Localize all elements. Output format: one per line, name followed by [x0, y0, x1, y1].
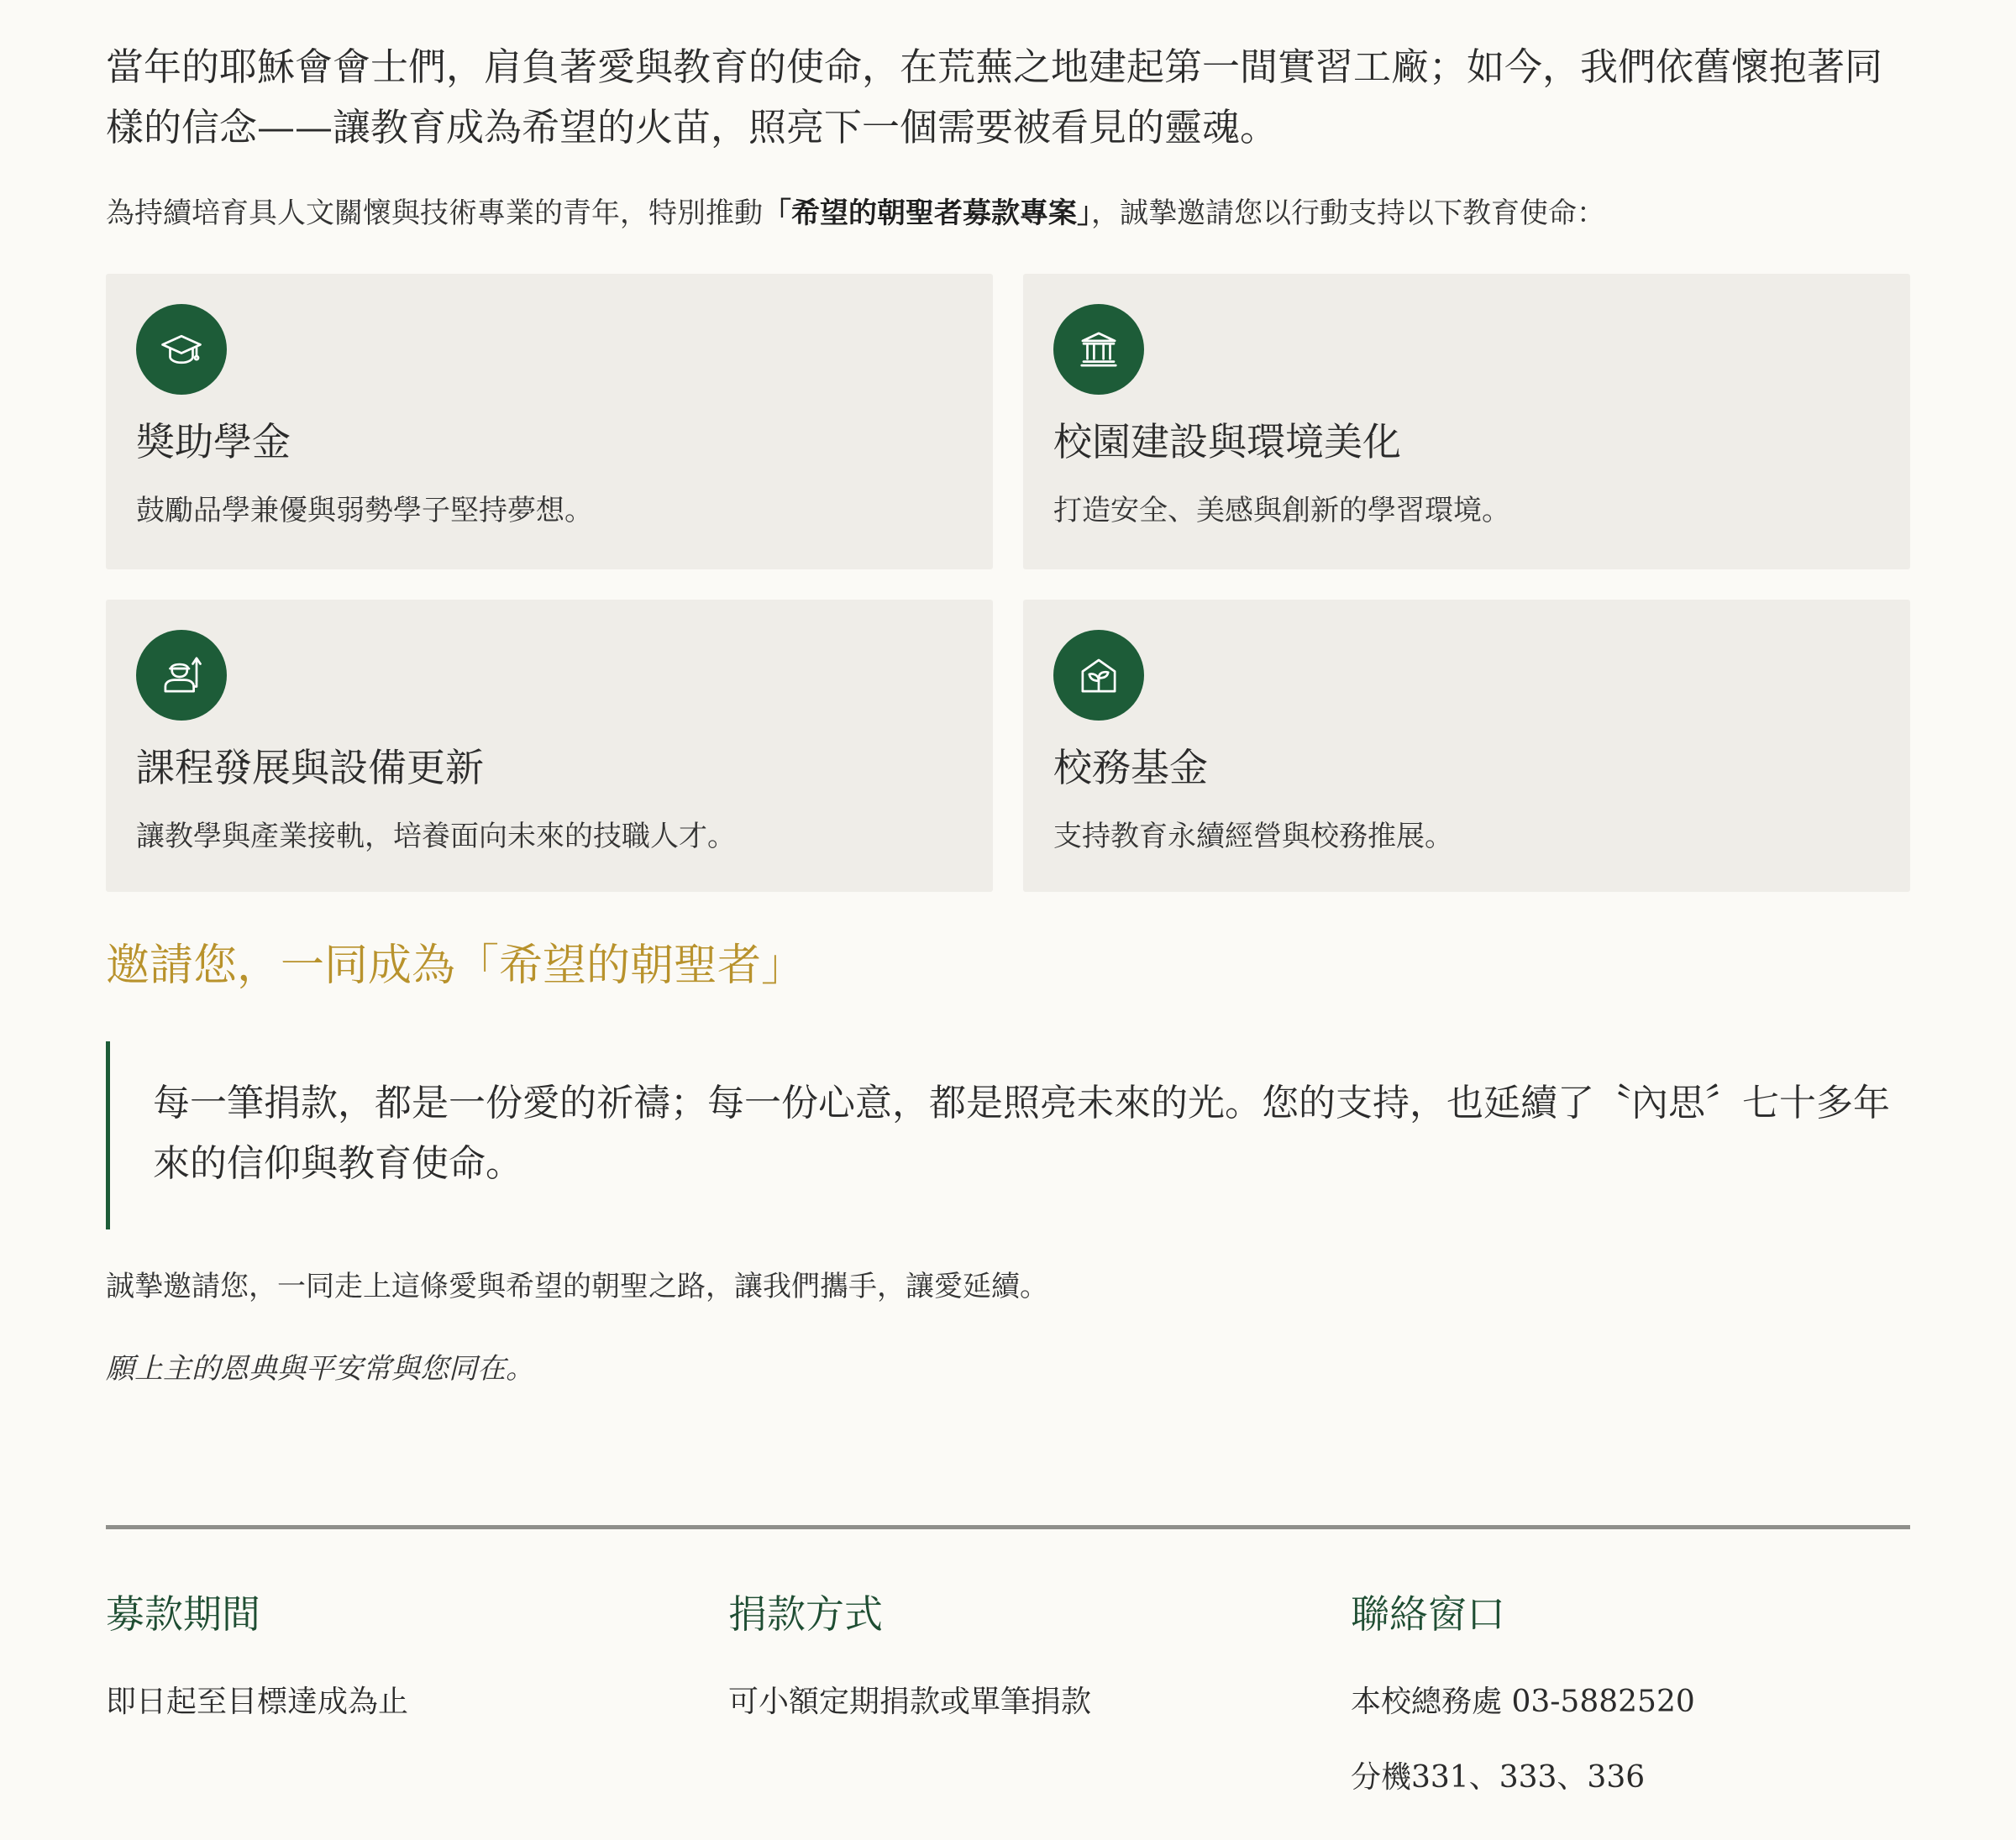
- card-title: 校園建設與環境美化: [1053, 419, 1401, 464]
- intro-paragraph: 當年的耶穌會會士們，肩負著愛與教育的使命，在荒蕪之地建起第一間實習工廠；如今，我們依舊懷抱著同樣的信念——讓教育成為希望的火苗，照亮下一個需要被看見的靈魂。: [106, 45, 1883, 149]
- section-divider: [106, 1525, 1910, 1529]
- card-scholarship: [106, 274, 993, 569]
- info-contact: [1351, 1584, 1939, 1801]
- contact-extension: 分機331、333、336: [1351, 1760, 1646, 1795]
- info-line: 可小額定期捐款或單筆捐款: [728, 1685, 1092, 1719]
- lead-paragraph: [106, 191, 1910, 235]
- card-description: 讓教學與產業接軌，培養面向未來的技職人才。: [136, 820, 736, 853]
- quote-text: 每一筆捐款，都是一份愛的祈禱；每一份心意，都是照亮未來的光。您的支持，也延續了〝內思〞七十多年來的信仰與教育使命。: [153, 1082, 1890, 1185]
- info-line: 即日起至目標達成為止: [106, 1685, 409, 1719]
- card-title: 校務基金: [1053, 745, 1208, 790]
- lead-text-before: 為持續培育具人文關懷與技術專業的青年，特別推動: [106, 197, 763, 230]
- lead-text-after: ，誠摯邀請您以行動支持以下教育使命：: [1091, 197, 1605, 230]
- card-description: 打造安全、美感與創新的學習環境。: [1053, 494, 1510, 527]
- card-curriculum-equipment: [106, 600, 993, 892]
- card-school-fund: [1023, 600, 1910, 892]
- graduation-cap-icon: [136, 304, 227, 395]
- quote-block: [106, 1041, 1910, 1229]
- card-title: 課程發展與設備更新: [136, 745, 484, 790]
- institution-building-icon: [1053, 304, 1144, 395]
- sprout-house-icon: [1053, 630, 1144, 721]
- info-title: 聯絡窗口: [1351, 1591, 1505, 1637]
- technician-icon: [136, 630, 227, 721]
- card-description: 鼓勵品學兼優與弱勢學子堅持夢想。: [136, 494, 593, 527]
- blessing-text: 願上主的恩典與平安常與您同在。: [106, 1352, 534, 1386]
- project-name: 「希望的朝聖者募款專案」: [763, 197, 1091, 230]
- closing-paragraph: 誠摯邀請您，一同走上這條愛與希望的朝聖之路，讓我們攜手，讓愛延續。: [106, 1270, 1048, 1303]
- info-method: [728, 1584, 1316, 1725]
- card-description: 支持教育永續經營與校務推展。: [1053, 820, 1453, 853]
- invite-heading: 邀請您，一同成為「希望的朝聖者」: [106, 941, 806, 991]
- info-period: [106, 1584, 694, 1725]
- card-campus-construction: [1023, 274, 1910, 569]
- info-title: 募款期間: [106, 1591, 260, 1637]
- info-title: 捐款方式: [728, 1591, 883, 1637]
- card-title: 獎助學金: [136, 419, 291, 464]
- contact-phone: 本校總務處 03-5882520: [1351, 1685, 1695, 1719]
